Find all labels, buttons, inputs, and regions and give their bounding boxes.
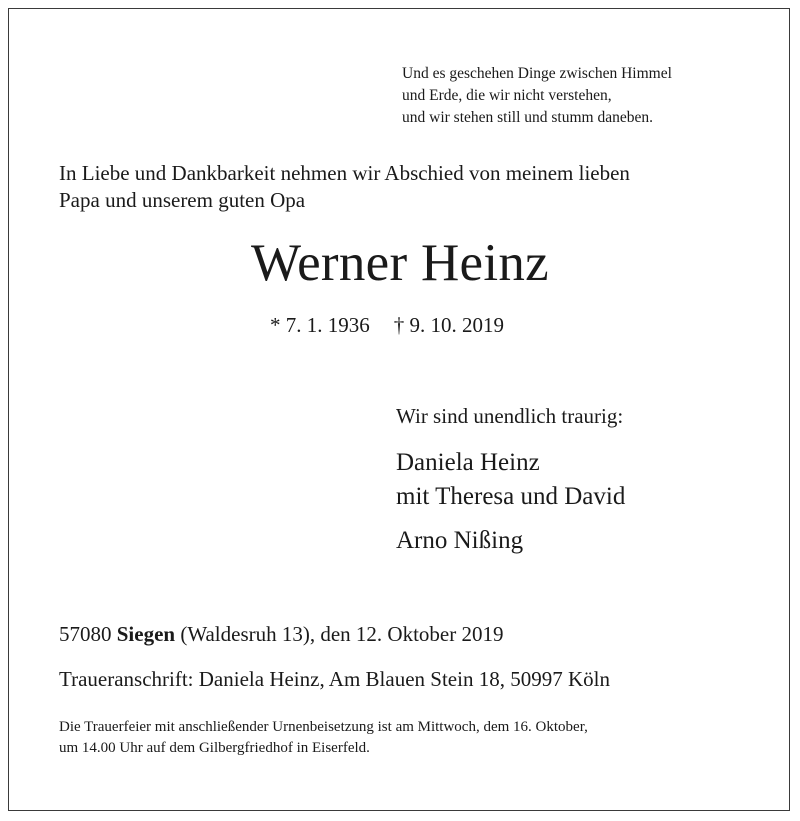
city-name: Siegen bbox=[116, 622, 176, 646]
verse-line: Und es geschehen Dinge zwischen Himmel bbox=[402, 65, 672, 82]
mourners-list bbox=[396, 446, 625, 558]
sorrow-line: Wir sind unendlich traurig: bbox=[396, 404, 624, 428]
postal-code: 57080 bbox=[59, 622, 112, 646]
mourner-subline: mit Theresa und David bbox=[396, 483, 626, 510]
intro-line: Papa und unserem guten Opa bbox=[59, 188, 306, 212]
intro-line: In Liebe und Dankbarkeit nehmen wir Abschied von meinem lieben bbox=[59, 161, 630, 185]
death-date: † 9. 10. 2019 bbox=[393, 313, 504, 337]
verse-quote bbox=[402, 63, 672, 129]
mourning-address: Traueranschrift: Daniela Heinz, Am Blauen Stein 18, 50997 Köln bbox=[59, 667, 610, 691]
funeral-info bbox=[59, 717, 588, 759]
funeral-line: Die Trauerfeier mit anschließender Urnenbeisetzung ist am Mittwoch, dem 16. Oktober, bbox=[59, 719, 588, 735]
intro-text bbox=[59, 160, 630, 214]
life-dates bbox=[270, 311, 504, 339]
deceased-name: Werner Heinz bbox=[250, 234, 550, 292]
verse-line: und Erde, die wir nicht verstehen, bbox=[402, 87, 612, 104]
place-date-rest: (Waldesruh 13), den 12. Oktober 2019 bbox=[180, 622, 504, 646]
mourner-name: Arno Nißing bbox=[396, 527, 524, 554]
funeral-line: um 14.00 Uhr auf dem Gilbergfriedhof in Eiserfeld. bbox=[59, 740, 370, 756]
verse-line: und wir stehen still und stumm daneben. bbox=[402, 109, 653, 126]
place-date-line bbox=[59, 620, 504, 648]
birth-date: * 7. 1. 1936 bbox=[270, 313, 370, 337]
mourner-name: Daniela Heinz bbox=[396, 449, 540, 476]
